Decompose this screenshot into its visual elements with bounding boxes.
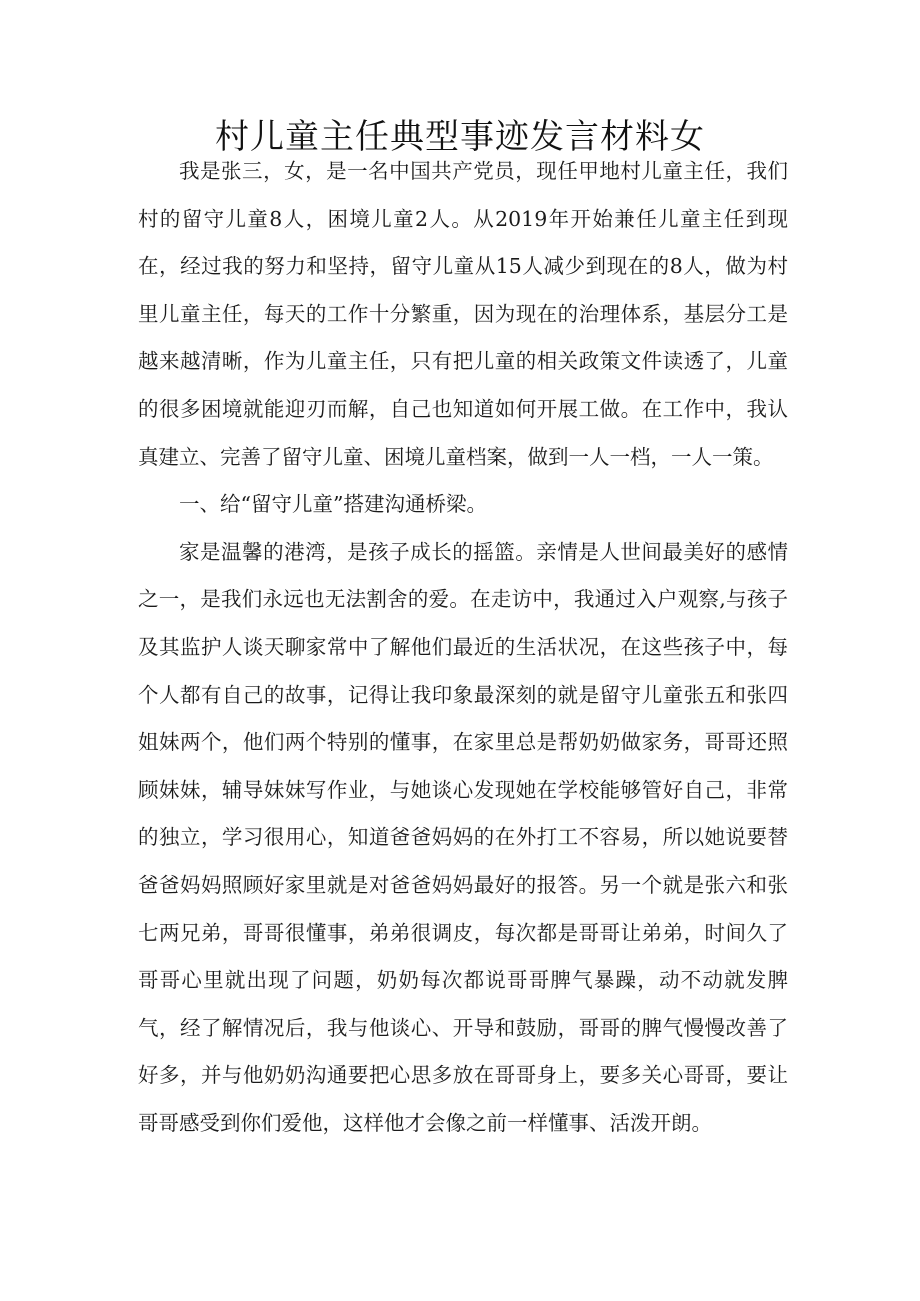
section-heading-1: 一、给“留守儿童”搭建沟通桥梁。 [179, 492, 487, 517]
document-title: 村儿童主任典型事迹发言材料女 [215, 117, 705, 157]
document-body [138, 148, 788, 1147]
paragraph-section-1: 家是温馨的港湾，是孩子成长的摇篮。亲情是人世间最美好的感情之一，是我们永远也无法割舍的爱。在走访中，我通过入户观察,与孩子及其监护人谈天聊家常中了解他们最近的生活状况，在这些孩子中，每个人都有自己的故事，记得让我印象最深刻的就是留守儿童张五和张四姐妹两个，他们两个特别的懂事，在家里总是帮奶奶做家务，哥哥还照顾妹妹，辅导妹妹写作业，与她谈心发现她在学校能够管好自己，非常的独立，学习很用心，知道爸爸妈妈的在外打工不容易，所以她说要替爸爸妈妈照顾好家里就是对爸爸妈妈最好的报答。另一个就是张六和张七两兄弟，哥哥很懂事，弟弟很调皮，每次都是哥哥让弟弟，时间久了哥哥心里就出现了问题，奶奶每次都说哥哥脾气暴躁，动不动就发脾气，经了解情况后，我与他谈心、开导和鼓励，哥哥的脾气慢慢改善了好多，并与他奶奶沟通要把心思多放在哥哥身上，要多关心哥哥，要让哥哥感受到你们爱他，这样他才会像之前一样懂事、活泼开朗。 [138, 539, 788, 1135]
paragraph-intro: 我是张三，女，是一名中国共产党员，现任甲地村儿童主任，我们村的留守儿童8人，困境儿童2人。从2019年开始兼任儿童主任到现在，经过我的努力和坚持，留守儿童从15人减少到现在的8人，做为村里儿童主任，每天的工作十分繁重，因为现在的治理体系，基层分工是越来越清晰，作为儿童主任，只有把儿童的相关政策文件读透了，儿童的很多困境就能迎刃而解，自己也知道如何开展工做。在工作中，我认真建立、完善了留守儿童、困境儿童档案，做到一人一档，一人一策。 [138, 159, 788, 469]
